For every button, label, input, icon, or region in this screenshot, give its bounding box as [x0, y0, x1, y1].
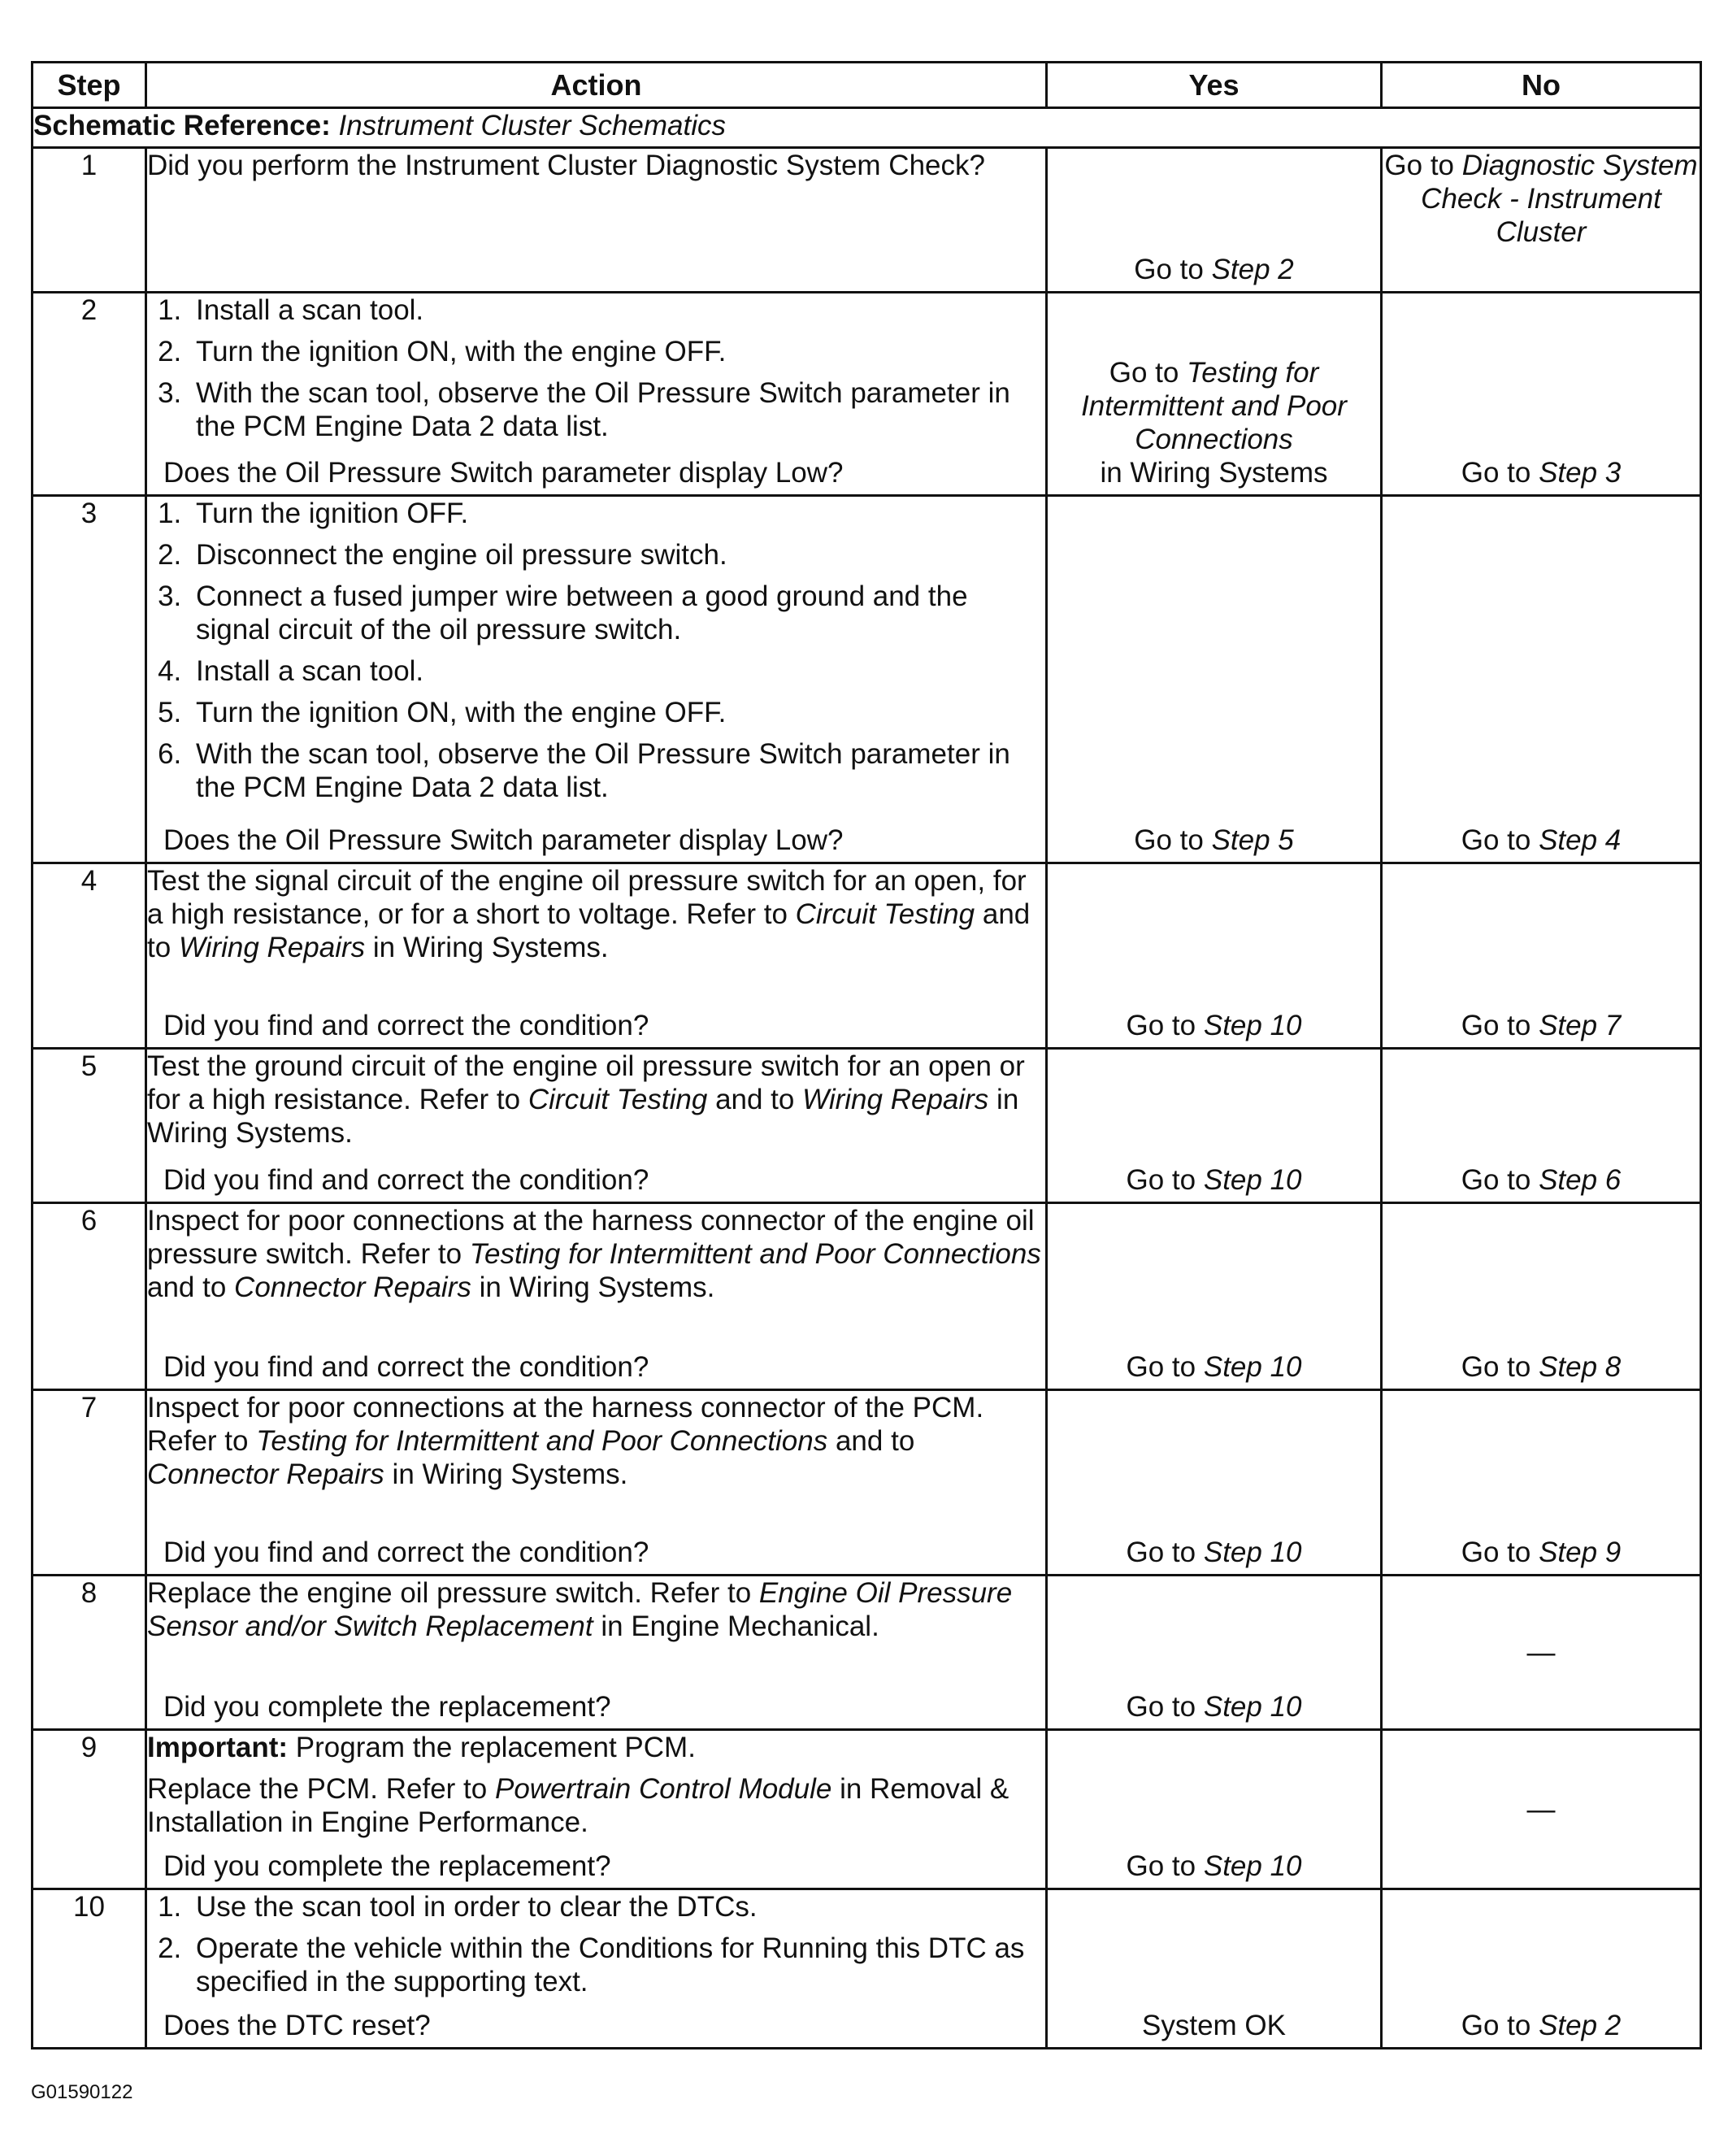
- no-cell: [1382, 1576, 1701, 1730]
- step-number: 2: [33, 293, 146, 496]
- yes-link[interactable]: Step 10: [1203, 1691, 1302, 1723]
- step-number: 9: [33, 1730, 146, 1889]
- step-number: 4: [33, 863, 146, 1049]
- reference-link[interactable]: Connector Repairs: [147, 1458, 384, 1490]
- yes-link[interactable]: Step 10: [1203, 1351, 1302, 1383]
- schematic-reference: [33, 108, 1701, 148]
- table-row: [33, 1576, 1701, 1730]
- yes-prefix: Go to: [1126, 1691, 1196, 1723]
- reference-link[interactable]: Connector Repairs: [234, 1271, 471, 1303]
- yes-link[interactable]: Step 10: [1203, 1850, 1302, 1882]
- diagnostic-table: [31, 61, 1702, 2050]
- reference-link[interactable]: Wiring Repairs: [802, 1084, 989, 1115]
- yes-prefix: Go to: [1126, 1351, 1196, 1383]
- action-text: in Wiring Systems.: [147, 1084, 1019, 1149]
- schematic-link[interactable]: Instrument Cluster Schematics: [338, 110, 727, 141]
- list-item: 6. With the scan tool, observe the Oil Pressure Switch parameter in the PCM Engine Data 2 data list.: [189, 737, 1045, 804]
- action-cell: [146, 1730, 1047, 1889]
- no-cell: [1382, 1049, 1701, 1203]
- table-row: [33, 1889, 1701, 2049]
- header-row: [33, 63, 1701, 108]
- no-cell: [1382, 293, 1701, 496]
- step-number: 10: [33, 1889, 146, 2049]
- list-item: 2. Disconnect the engine oil pressure switch.: [189, 538, 1045, 572]
- yes-cell: [1047, 1203, 1382, 1390]
- action-cell: [146, 293, 1047, 496]
- yes-link[interactable]: Step 5: [1211, 824, 1294, 856]
- action-text: and to: [147, 898, 1031, 963]
- yes-cell: [1047, 1049, 1382, 1203]
- no-cell: [1382, 863, 1701, 1049]
- no-prefix: Go to: [1461, 1537, 1531, 1568]
- action-cell: [146, 1203, 1047, 1390]
- list-item: 4. Install a scan tool.: [189, 654, 1045, 688]
- no-link[interactable]: Step 8: [1539, 1351, 1622, 1383]
- no-link[interactable]: Step 2: [1539, 2010, 1622, 2041]
- reference-link[interactable]: Testing for Intermittent and Poor Connections: [469, 1238, 1041, 1270]
- step-number: 5: [33, 1049, 146, 1203]
- table-row: [33, 1730, 1701, 1889]
- action-cell: [146, 496, 1047, 863]
- action-cell: [146, 863, 1047, 1049]
- action-question: Did you find and correct the condition?: [163, 1010, 649, 1041]
- yes-link[interactable]: Testing for Intermittent and Poor Connections: [1081, 357, 1347, 455]
- action-question: Does the Oil Pressure Switch parameter display Low?: [163, 457, 844, 489]
- no-link[interactable]: Step 6: [1539, 1164, 1622, 1196]
- no-prefix: Go to: [1461, 1164, 1531, 1196]
- action-text: in Removal & Installation in Engine Performance.: [147, 1773, 1009, 1838]
- yes-cell: [1047, 496, 1382, 863]
- action-text: in Wiring Systems.: [372, 932, 609, 963]
- step-number: 6: [33, 1203, 146, 1390]
- step-number: 7: [33, 1390, 146, 1576]
- yes-prefix: Go to: [1126, 1164, 1196, 1196]
- action-question: Did you complete the replacement?: [163, 1850, 611, 1882]
- header-no: No: [1382, 63, 1701, 108]
- table-row: [33, 1049, 1701, 1203]
- header-yes: Yes: [1047, 63, 1382, 108]
- no-link[interactable]: Step 7: [1539, 1010, 1622, 1041]
- important-label: Important:: [147, 1732, 289, 1763]
- action-steps: [147, 497, 1045, 804]
- step-number: 8: [33, 1576, 146, 1730]
- list-item: 2. Turn the ignition ON, with the engine OFF.: [189, 335, 1045, 368]
- action-cell: [146, 1889, 1047, 2049]
- yes-cell: [1047, 1889, 1382, 2049]
- yes-prefix: Go to: [1126, 1850, 1196, 1882]
- header-action: Action: [146, 63, 1047, 108]
- action-question: Does the DTC reset?: [163, 2010, 431, 2041]
- reference-link[interactable]: Wiring Repairs: [178, 932, 366, 963]
- no-link[interactable]: Step 3: [1539, 457, 1622, 489]
- schematic-row: [33, 108, 1701, 148]
- table-row: [33, 148, 1701, 293]
- yes-link[interactable]: Step 10: [1203, 1164, 1302, 1196]
- no-prefix: Go to: [1384, 150, 1455, 181]
- header-step: Step: [33, 63, 146, 108]
- action-text: Replace the PCM. Refer to: [147, 1773, 488, 1805]
- table-row: [33, 1390, 1701, 1576]
- no-prefix: Go to: [1461, 1010, 1531, 1041]
- action-paragraph: [147, 1576, 1045, 1643]
- table-row: [33, 293, 1701, 496]
- yes-prefix: Go to: [1126, 1010, 1196, 1041]
- action-text: in Engine Mechanical.: [601, 1610, 879, 1642]
- no-cell: [1382, 1730, 1701, 1889]
- no-link[interactable]: Step 9: [1539, 1537, 1622, 1568]
- list-item: 1. Turn the ignition OFF.: [189, 497, 1045, 530]
- reference-link[interactable]: Engine Oil Pressure Sensor and/or Switch Replacement: [147, 1577, 1013, 1642]
- no-cell: [1382, 1889, 1701, 2049]
- action-paragraph: [147, 1204, 1045, 1304]
- action-cell: [146, 148, 1047, 293]
- yes-cell: [1047, 863, 1382, 1049]
- action-cell: [146, 1576, 1047, 1730]
- list-item: 1. Install a scan tool.: [189, 293, 1045, 327]
- yes-link[interactable]: Step 2: [1211, 254, 1294, 285]
- action-question: Did you find and correct the condition?: [163, 1351, 649, 1383]
- yes-cell: [1047, 1390, 1382, 1576]
- action-text: Did you perform the Instrument Cluster Diagnostic System Check?: [147, 150, 985, 181]
- action-question: Did you complete the replacement?: [163, 1691, 611, 1723]
- no-link[interactable]: Step 4: [1539, 824, 1622, 856]
- no-cell: [1382, 496, 1701, 863]
- step-number: 1: [33, 148, 146, 293]
- list-item: 2. Operate the vehicle within the Conditions for Running this DTC as specified in the supporting text.: [189, 1932, 1045, 1998]
- action-question: Did you find and correct the condition?: [163, 1164, 649, 1196]
- action-text: and to: [147, 1271, 227, 1303]
- action-text: Inspect for poor connections at the harness connector of the engine oil pressure switch. Refer to: [147, 1205, 1035, 1270]
- yes-prefix: Go to: [1134, 824, 1204, 856]
- action-steps: [147, 293, 1045, 443]
- yes-prefix: Go to: [1109, 357, 1179, 389]
- action-paragraph: [147, 1391, 1045, 1491]
- action-cell: [146, 1390, 1047, 1576]
- no-prefix: Go to: [1461, 1351, 1531, 1383]
- no-link[interactable]: Diagnostic System Check - Instrument Cluster: [1421, 150, 1698, 248]
- action-text: in Wiring Systems.: [392, 1458, 628, 1490]
- important-text: Program the replacement PCM.: [295, 1732, 696, 1763]
- yes-cell: [1047, 293, 1382, 496]
- action-text: and to: [835, 1425, 915, 1457]
- schematic-label: Schematic Reference:: [33, 110, 331, 141]
- yes-link[interactable]: Step 10: [1203, 1010, 1302, 1041]
- action-cell: [146, 1049, 1047, 1203]
- list-item: 3. With the scan tool, observe the Oil Pressure Switch parameter in the PCM Engine Data 2 data list.: [189, 376, 1045, 443]
- yes-suffix: in Wiring Systems: [1100, 457, 1328, 489]
- table-row: [33, 863, 1701, 1049]
- no-dash: —: [1526, 1637, 1556, 1668]
- no-cell: [1382, 148, 1701, 293]
- action-question: Did you find and correct the condition?: [163, 1537, 649, 1568]
- reference-link[interactable]: Circuit Testing: [795, 898, 975, 930]
- action-paragraph: [147, 1772, 1045, 1839]
- step-number: 3: [33, 496, 146, 863]
- no-cell: [1382, 1390, 1701, 1576]
- action-steps: [147, 1890, 1045, 1998]
- yes-cell: [1047, 1730, 1382, 1889]
- yes-result: System OK: [1142, 2010, 1286, 2041]
- list-item: 3. Connect a fused jumper wire between a good ground and the signal circuit of the oil pressure switch.: [189, 580, 1045, 646]
- list-item: 1. Use the scan tool in order to clear the DTCs.: [189, 1890, 1045, 1923]
- no-cell: [1382, 1203, 1701, 1390]
- no-prefix: Go to: [1461, 824, 1531, 856]
- yes-prefix: Go to: [1126, 1537, 1196, 1568]
- figure-code: G01590122: [31, 2081, 133, 2103]
- yes-prefix: Go to: [1134, 254, 1204, 285]
- action-text: Test the ground circuit of the engine oil pressure switch for an open or for a high resistance. Refer to: [147, 1050, 1025, 1115]
- yes-link[interactable]: Step 10: [1203, 1537, 1302, 1568]
- yes-cell: [1047, 1576, 1382, 1730]
- table-row: [33, 496, 1701, 863]
- reference-link[interactable]: Testing for Intermittent and Poor Connections: [256, 1425, 828, 1457]
- no-prefix: Go to: [1461, 457, 1531, 489]
- important-note: [147, 1731, 1045, 1764]
- action-paragraph: [147, 1050, 1045, 1150]
- no-dash: —: [1526, 1793, 1556, 1825]
- table-row: [33, 1203, 1701, 1390]
- action-text: in Wiring Systems.: [479, 1271, 715, 1303]
- yes-cell: [1047, 148, 1382, 293]
- no-prefix: Go to: [1461, 2010, 1531, 2041]
- action-question: Does the Oil Pressure Switch parameter display Low?: [163, 824, 844, 856]
- list-item: 5. Turn the ignition ON, with the engine OFF.: [189, 696, 1045, 729]
- action-text: Inspect for poor connections at the harness connector of the PCM. Refer to: [147, 1392, 984, 1457]
- action-text: and to: [715, 1084, 795, 1115]
- action-paragraph: [147, 864, 1045, 964]
- reference-link[interactable]: Circuit Testing: [528, 1084, 708, 1115]
- reference-link[interactable]: Powertrain Control Module: [494, 1773, 832, 1805]
- action-text: Test the signal circuit of the engine oil pressure switch for an open, for a high resistance, or for a short to voltage. Refer to: [147, 865, 1027, 930]
- action-text: Replace the engine oil pressure switch. Refer to: [147, 1577, 752, 1609]
